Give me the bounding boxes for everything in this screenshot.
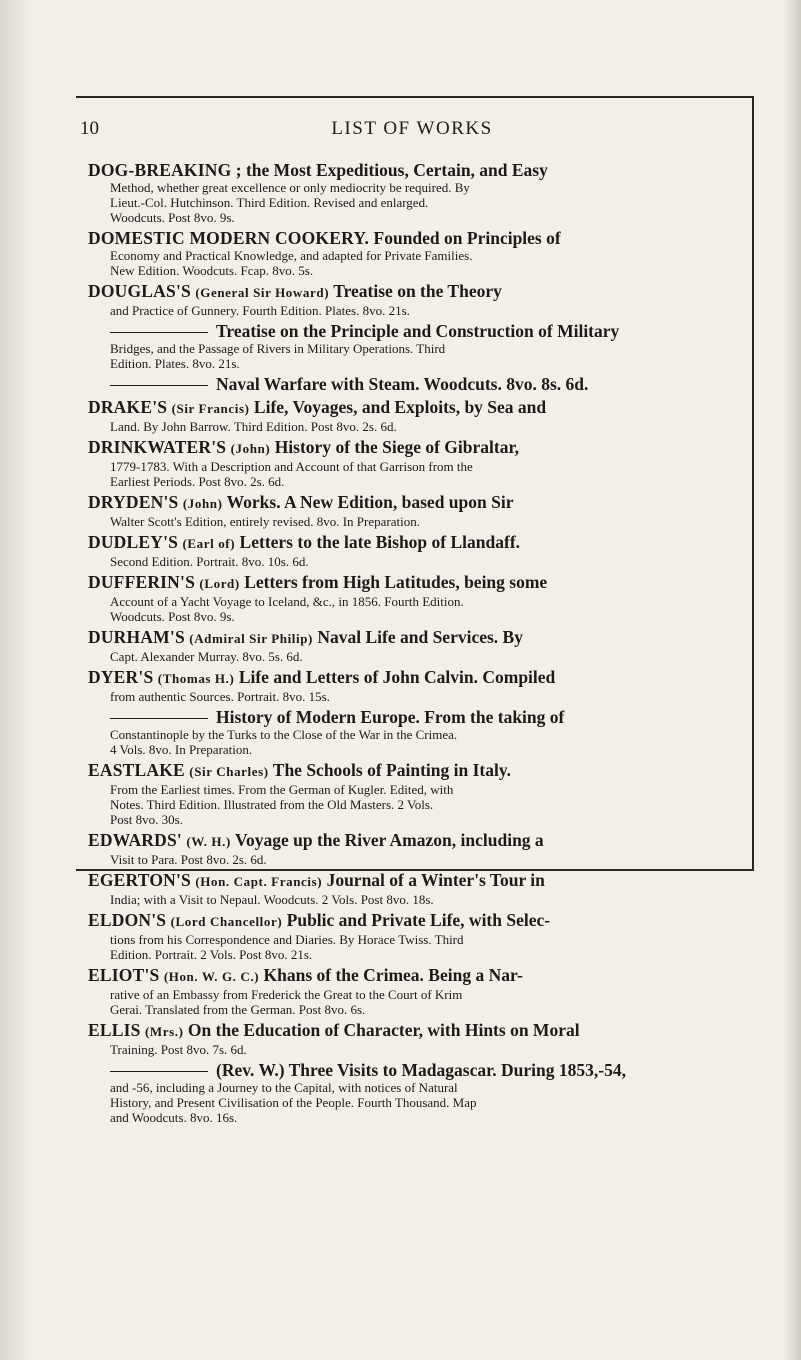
page-number: 10 xyxy=(80,118,99,139)
catalogue-entry xyxy=(88,281,732,318)
entry-detail-line: Gerai. Translated from the German. Post 8vo. 6s. xyxy=(110,1002,366,1017)
entry-detail-line: from authentic Sources. Portrait. 8vo. 15s. xyxy=(110,689,330,704)
catalogue-entry xyxy=(88,374,732,394)
entry-heading xyxy=(88,760,732,782)
entry-author-qualifier: (W. H.) xyxy=(186,834,231,849)
entry-heading xyxy=(88,870,732,892)
entry-detail-line: Second Edition. Portrait. 8vo. 10s. 6d. xyxy=(110,554,309,569)
entry-author: EDWARDS' xyxy=(88,830,182,850)
entry-author-qualifier: (Lord) xyxy=(199,576,240,591)
entry-heading xyxy=(88,627,732,649)
catalogue-entry xyxy=(88,830,732,867)
entry-title: History of the Siege of Gibraltar, xyxy=(274,437,520,457)
entry-title: Treatise on the Principle and Construction of Military xyxy=(216,321,620,341)
catalogue-entry xyxy=(88,965,732,1017)
entry-title: Letters from High Latitudes, being some xyxy=(244,572,548,592)
entry-heading xyxy=(88,965,732,987)
entry-detail-line: From the Earliest times. From the German of Kugler. Edited, with xyxy=(110,782,454,797)
catalogue-entry xyxy=(88,160,732,225)
entry-list xyxy=(88,160,732,1128)
entry-heading xyxy=(88,532,732,554)
entry-detail-line: Capt. Alexander Murray. 8vo. 5s. 6d. xyxy=(110,649,303,664)
entry-author: EASTLAKE xyxy=(88,760,185,780)
page-edge-shadow xyxy=(785,0,801,1360)
entry-heading xyxy=(88,1060,732,1080)
entry-author: DYER'S xyxy=(88,667,154,687)
entry-author-qualifier: (Hon. Capt. Francis) xyxy=(195,874,323,889)
entry-title: (Rev. W.) Three Visits to Madagascar. During 1853,-54, xyxy=(216,1060,626,1080)
entry-heading xyxy=(88,228,732,248)
entry-heading xyxy=(88,281,732,303)
page-header xyxy=(70,118,754,142)
entry-detail-line: tions from his Correspondence and Diaries. By Horace Twiss. Third xyxy=(110,932,464,947)
entry-detail-line: Woodcuts. Post 8vo. 9s. xyxy=(110,609,235,624)
entry-detail-line: Account of a Yacht Voyage to Iceland, &c., in 1856. Fourth Edition. xyxy=(110,594,464,609)
catalogue-entry xyxy=(88,532,732,569)
catalogue-entry xyxy=(88,667,732,704)
entry-title: Founded on Principles of xyxy=(373,228,561,248)
entry-detail-line: Visit to Para. Post 8vo. 2s. 6d. xyxy=(110,852,267,867)
entry-detail-line: Bridges, and the Passage of Rivers in Military Operations. Third xyxy=(110,341,446,356)
entry-detail-line: 4 Vols. 8vo. In Preparation. xyxy=(110,742,253,757)
entry-author: ELLIS xyxy=(88,1020,141,1040)
entry-title: Voyage up the River Amazon, including a xyxy=(234,830,544,850)
catalogue-entry xyxy=(88,492,732,529)
catalogue-entry xyxy=(88,228,732,278)
entry-author: EGERTON'S xyxy=(88,870,191,890)
entry-author-qualifier: (Admiral Sir Philip) xyxy=(189,631,313,646)
catalogue-entry xyxy=(88,707,732,757)
entry-title: Life and Letters of John Calvin. Compiled xyxy=(238,667,556,687)
entry-author-qualifier: (Sir Francis) xyxy=(171,401,250,416)
side-rule xyxy=(752,96,754,871)
entry-detail-line: Method, whether great excellence or only mediocrity be required. By xyxy=(110,180,470,195)
entry-author: DRAKE'S xyxy=(88,397,168,417)
entry-author-qualifier: (John) xyxy=(230,441,271,456)
entry-detail-line: New Edition. Woodcuts. Fcap. 8vo. 5s. xyxy=(110,263,314,278)
entry-detail-line: and Practice of Gunnery. Fourth Edition. Plates. 8vo. 21s. xyxy=(110,303,410,318)
entry-author: DOUGLAS'S xyxy=(88,281,191,301)
catalogue-entry xyxy=(88,627,732,664)
entry-author-qualifier: (Hon. W. G. C.) xyxy=(163,969,260,984)
entry-title: ; the Most Expeditious, Certain, and Easy xyxy=(235,160,548,180)
catalogue-page xyxy=(70,96,754,1125)
entry-heading xyxy=(88,1020,732,1042)
catalogue-entry xyxy=(88,760,732,827)
entry-detail-line: Edition. Portrait. 2 Vols. Post 8vo. 21s. xyxy=(110,947,313,962)
entry-detail-line: Economy and Practical Knowledge, and adapted for Private Families. xyxy=(110,248,473,263)
entry-title: Life, Voyages, and Exploits, by Sea and xyxy=(253,397,547,417)
entry-author-qualifier: (Thomas H.) xyxy=(157,671,235,686)
entry-author: ELDON'S xyxy=(88,910,167,930)
catalogue-entry xyxy=(88,1060,732,1125)
entry-detail-line: and -56, including a Journey to the Capital, with notices of Natural xyxy=(110,1080,458,1095)
entry-author-qualifier: (John) xyxy=(182,496,223,511)
entry-heading xyxy=(88,374,732,394)
entry-author: ELIOT'S xyxy=(88,965,160,985)
entry-detail-line: History, and Present Civilisation of the People. Fourth Thousand. Map xyxy=(110,1095,477,1110)
catalogue-entry xyxy=(88,1020,732,1057)
ditto-dash xyxy=(110,385,208,386)
entry-heading xyxy=(88,492,732,514)
top-rule xyxy=(76,96,754,98)
entry-detail-line: Post 8vo. 30s. xyxy=(110,812,183,827)
entry-author-qualifier: (General Sir Howard) xyxy=(195,285,330,300)
entry-title: Journal of a Winter's Tour in xyxy=(326,870,545,890)
entry-author: DRINKWATER'S xyxy=(88,437,227,457)
entry-author-qualifier: (Lord Chancellor) xyxy=(170,914,283,929)
entry-detail-line: Notes. Third Edition. Illustrated from the Old Masters. 2 Vols. xyxy=(110,797,434,812)
entry-title: Works. A New Edition, based upon Sir xyxy=(226,492,514,512)
catalogue-entry xyxy=(88,572,732,624)
entry-detail-line: 1779-1783. With a Description and Account of that Garrison from the xyxy=(110,459,473,474)
entry-author: DOG-BREAKING xyxy=(88,160,232,180)
entry-author-qualifier: (Mrs.) xyxy=(144,1024,184,1039)
entry-heading xyxy=(88,437,732,459)
entry-heading xyxy=(88,160,732,180)
entry-heading xyxy=(88,397,732,419)
catalogue-entry xyxy=(88,870,732,907)
entry-detail-line: Constantinople by the Turks to the Close of the War in the Crimea. xyxy=(110,727,458,742)
entry-detail-line: India; with a Visit to Nepaul. Woodcuts. 2 Vols. Post 8vo. 18s. xyxy=(110,892,434,907)
entry-title: History of Modern Europe. From the taking of xyxy=(216,707,565,727)
entry-title: Treatise on the Theory xyxy=(333,281,502,301)
entry-author-qualifier: (Earl of) xyxy=(182,536,236,551)
entry-detail-line: Land. By John Barrow. Third Edition. Post 8vo. 2s. 6d. xyxy=(110,419,397,434)
ditto-dash xyxy=(110,332,208,333)
entry-author: DUFFERIN'S xyxy=(88,572,196,592)
entry-heading xyxy=(88,667,732,689)
entry-author-qualifier: (Sir Charles) xyxy=(189,764,269,779)
entry-title: Public and Private Life, with Selec- xyxy=(286,910,551,930)
catalogue-entry xyxy=(88,910,732,962)
entry-heading xyxy=(88,321,732,341)
entry-author: DUDLEY'S xyxy=(88,532,179,552)
entry-heading xyxy=(88,830,732,852)
entry-detail-line: Lieut.-Col. Hutchinson. Third Edition. Revised and enlarged. xyxy=(110,195,429,210)
entry-title: Letters to the late Bishop of Llandaff. xyxy=(239,532,521,552)
catalogue-entry xyxy=(88,321,732,371)
entry-detail-line: Woodcuts. Post 8vo. 9s. xyxy=(110,210,235,225)
entry-author: DOMESTIC MODERN COOKERY. xyxy=(88,228,370,248)
ditto-dash xyxy=(110,718,208,719)
book-gutter-shadow xyxy=(0,0,34,1360)
entry-heading xyxy=(88,910,732,932)
entry-author: DURHAM'S xyxy=(88,627,185,647)
entry-detail-line: Training. Post 8vo. 7s. 6d. xyxy=(110,1042,247,1057)
entry-detail-line: rative of an Embassy from Frederick the Great to the Court of Krim xyxy=(110,987,463,1002)
entry-title: Naval Life and Services. By xyxy=(317,627,523,647)
entry-detail-line: and Woodcuts. 8vo. 16s. xyxy=(110,1110,238,1125)
entry-detail-line: Edition. Plates. 8vo. 21s. xyxy=(110,356,240,371)
running-title: LIST OF WORKS xyxy=(331,118,493,139)
entry-heading xyxy=(88,572,732,594)
catalogue-entry xyxy=(88,397,732,434)
entry-title: The Schools of Painting in Italy. xyxy=(272,760,512,780)
entry-detail-line: Walter Scott's Edition, entirely revised. 8vo. In Preparation. xyxy=(110,514,420,529)
entry-detail-line: Earliest Periods. Post 8vo. 2s. 6d. xyxy=(110,474,285,489)
entry-title: Naval Warfare with Steam. Woodcuts. 8vo. 8s. 6d. xyxy=(216,374,589,394)
entry-title: Khans of the Crimea. Being a Nar- xyxy=(263,965,523,985)
ditto-dash xyxy=(110,1071,208,1072)
entry-heading xyxy=(88,707,732,727)
catalogue-entry xyxy=(88,437,732,489)
entry-author: DRYDEN'S xyxy=(88,492,179,512)
entry-title: On the Education of Character, with Hints on Moral xyxy=(187,1020,580,1040)
